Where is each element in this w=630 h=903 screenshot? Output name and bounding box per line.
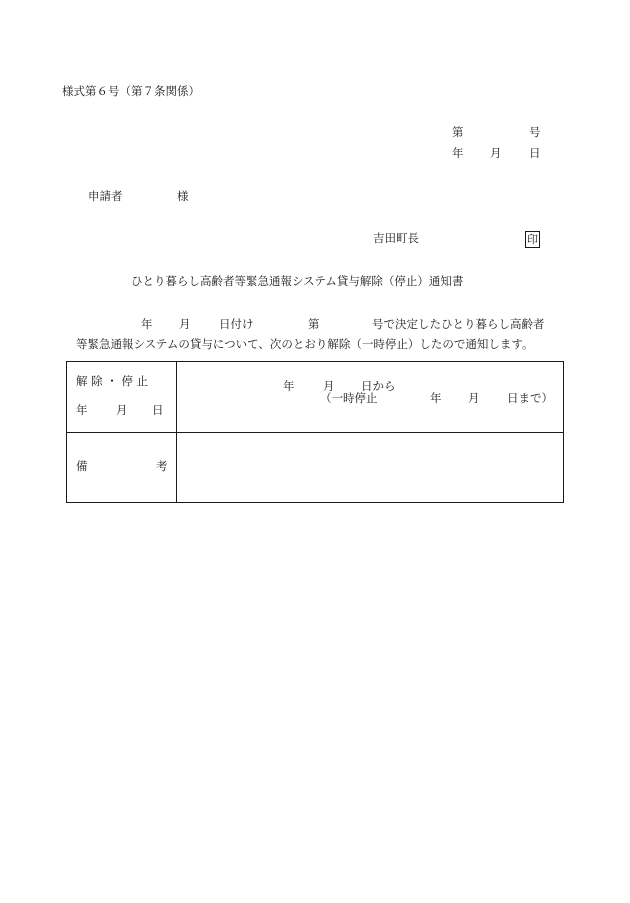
- label-month: 月: [116, 403, 128, 417]
- seal-mark: 印: [527, 233, 538, 246]
- remarks-content-cell[interactable]: [177, 433, 564, 503]
- table-row-release-date: [67, 362, 564, 433]
- from-day: 日から: [361, 379, 396, 393]
- body-line2: 等緊急通報システムの貸与について、次のとおり解除（一時停止）したので通知します。: [76, 337, 534, 351]
- addressee-label: 申請者: [88, 189, 123, 203]
- document-title: ひとり暮らし高齢者等緊急通報システム貸与解除（停止）通知書: [131, 274, 464, 288]
- table-row-remarks: [67, 433, 564, 503]
- pause-year: 年: [430, 391, 442, 405]
- release-date-content-cell[interactable]: [177, 362, 564, 433]
- remarks-label-cell: [67, 433, 177, 503]
- notice-table: [66, 361, 564, 503]
- form-number: 様式第６号（第７条関係）: [62, 84, 200, 98]
- pause-open: （一時停止: [320, 391, 378, 405]
- doc-date-month: 月: [490, 146, 502, 160]
- release-date-label-cell: [67, 362, 177, 433]
- from-year: 年: [283, 379, 295, 393]
- body-date-suffix: 日付け: [219, 317, 254, 331]
- body-number-prefix: 第: [308, 317, 320, 331]
- doc-date-year: 年: [452, 146, 464, 160]
- doc-number-prefix: 第: [452, 125, 464, 139]
- label-year: 年: [76, 403, 88, 417]
- remarks-label-right: 考: [156, 459, 168, 473]
- doc-number-suffix: 号: [529, 125, 541, 139]
- pause-month: 月: [468, 391, 480, 405]
- from-month: 月: [323, 379, 335, 393]
- addressee-honorific: 様: [177, 189, 189, 203]
- label-day: 日: [152, 403, 164, 417]
- pause-day-until: 日まで）: [507, 391, 553, 405]
- remarks-label-left: 備: [76, 459, 88, 473]
- issuer-name: 吉田町長: [373, 231, 419, 245]
- doc-date-day: 日: [529, 146, 541, 160]
- body-month: 月: [179, 317, 191, 331]
- body-line1-tail: 号で決定したひとり暮らし高齢者: [372, 317, 545, 331]
- body-year: 年: [141, 317, 153, 331]
- release-stop-label: 解 除 ・ 停 止: [76, 374, 149, 388]
